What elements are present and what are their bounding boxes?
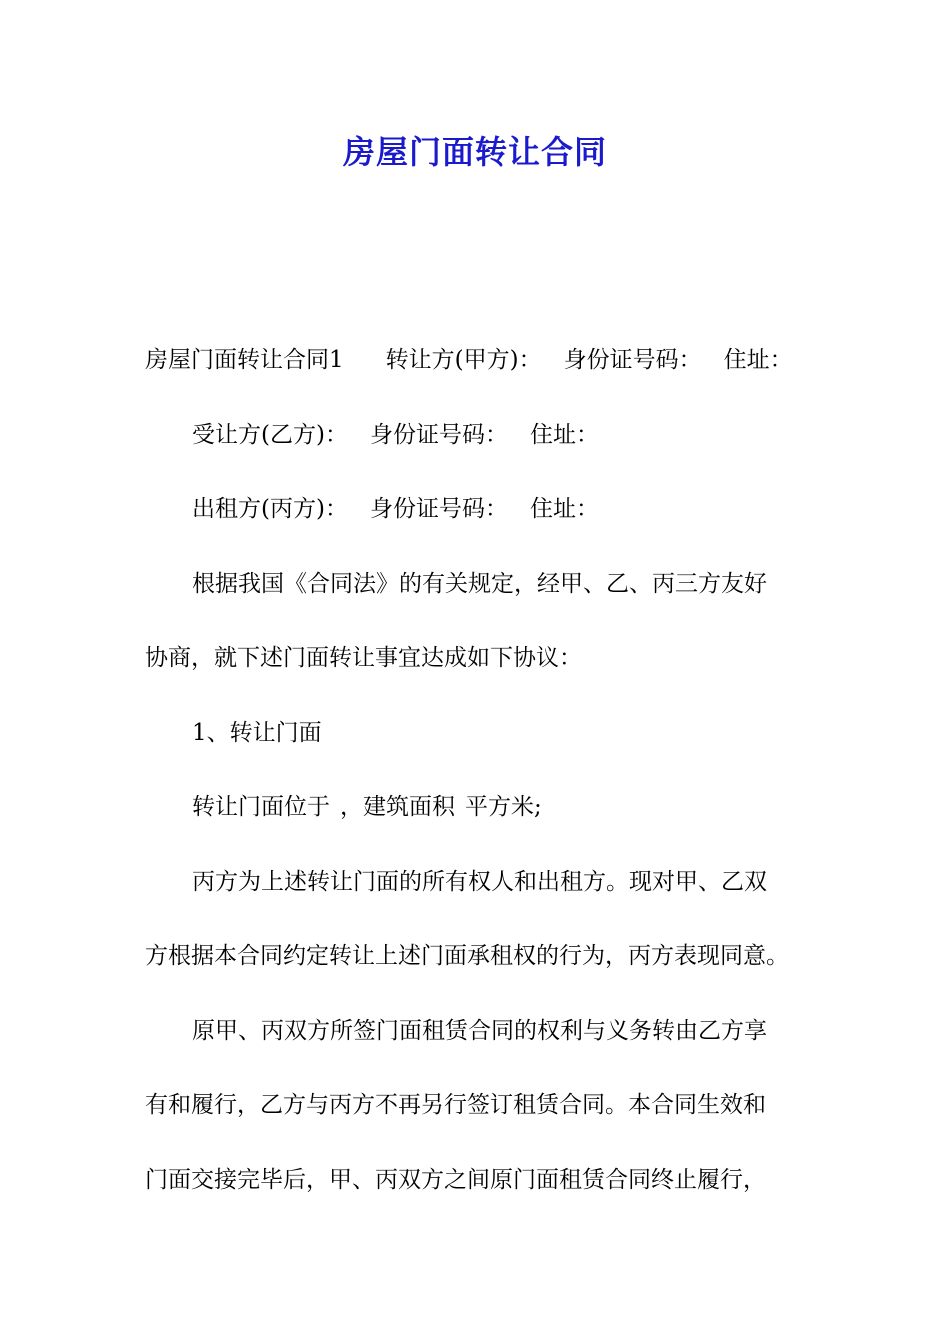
party-c-id-label: 身份证号码： bbox=[369, 496, 508, 522]
section-1-heading: 1、转让门面 bbox=[192, 719, 322, 746]
intro-line-1: 根据我国《合同法》的有关规定，经甲、乙、丙三方友好 bbox=[192, 570, 767, 597]
intro-line-2: 协商，就下述门面转让事宜达成如下协议： bbox=[145, 645, 582, 671]
consent-line-1: 丙方为上述转让门面的所有权人和出租方。现对甲、乙双 bbox=[192, 868, 767, 895]
party-b-address-label: 住址： bbox=[529, 421, 599, 448]
location-unit: 平方米; bbox=[465, 794, 542, 820]
party-c-line bbox=[145, 487, 807, 562]
contract-heading: 房屋门面转让合同1 bbox=[145, 347, 344, 373]
transfer-line-1: 原甲、丙双方所签门面租赁合同的权利与义务转由乙方享 bbox=[192, 1017, 767, 1044]
location-area: ，建筑面积 bbox=[340, 794, 455, 820]
party-a-id-label: 身份证号码： bbox=[563, 347, 702, 373]
document-body bbox=[145, 338, 807, 1232]
transfer-line-3: 门面交接完毕后，甲、丙双方之间原门面租赁合同终止履行， bbox=[145, 1166, 766, 1193]
party-c-address-label: 住址： bbox=[529, 496, 599, 522]
document-title: 房屋门面转让合同 bbox=[342, 133, 607, 171]
party-c-label: 出租方(丙方)： bbox=[192, 496, 348, 522]
location-prefix: 转让门面位于 bbox=[192, 794, 330, 820]
party-a-label: 转让方(甲方)： bbox=[385, 347, 542, 373]
transfer-line-2: 有和履行，乙方与丙方不再另行签订租赁合同。本合同生效和 bbox=[145, 1092, 766, 1118]
section-1-location-line bbox=[145, 785, 807, 860]
party-b-line bbox=[145, 413, 807, 488]
party-a-address-label: 住址： bbox=[723, 347, 793, 373]
header-line bbox=[145, 338, 807, 413]
party-b-id-label: 身份证号码： bbox=[369, 421, 508, 448]
consent-line-2: 方根据本合同约定转让上述门面承租权的行为，丙方表现同意。 bbox=[145, 943, 789, 969]
party-b-label: 受让方(乙方)： bbox=[192, 421, 348, 448]
